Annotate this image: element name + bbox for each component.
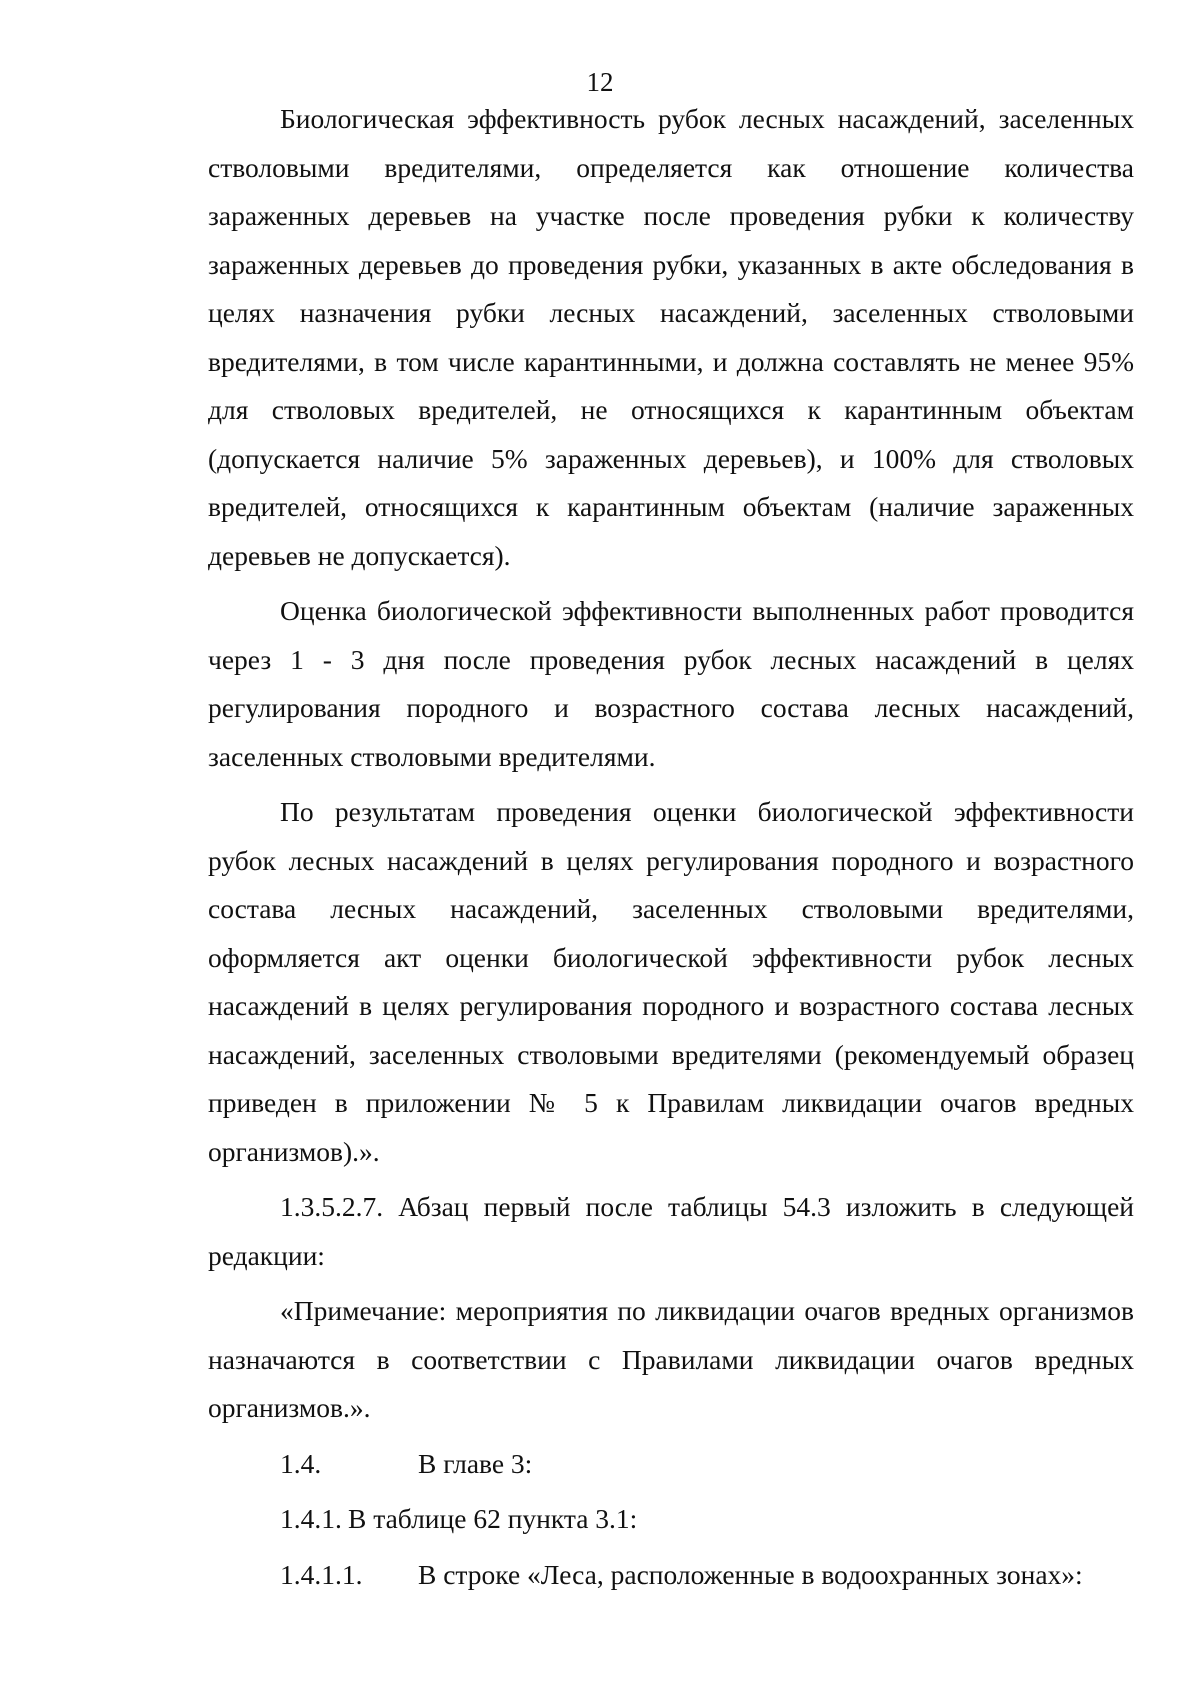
paragraph-amendment-1-3-5-2-7: 1.3.5.2.7. Абзац первый после таблицы 54.3 изложить в следующей редакции: (208, 1191, 1134, 1271)
paragraph-note: «Примечание: мероприятия по ликвидации очагов вредных организмов назначаются в соответствии с Правилами ликвидации очагов вредных организмов.». (208, 1295, 1134, 1423)
paragraph-biological-efficiency: Биологическая эффективность рубок лесных насаждений, заселенных стволовыми вредителями, определяется как отношение количества зараженных деревьев на участке после проведения рубки к количеству зараженных деревьев до проведения рубки, указанных в акте обследования в целях назначения рубки лесных насаждений, заселенных стволовыми вредителями, в том числе карантинными, и должна составлять не менее 95% для стволовых вредителей, не относящихся к карантинным объектам (допускается наличие 5% зараженных деревьев), и 100% для стволовых вредителей, относящихся к карантинным объектам (наличие зараженных деревьев не допускается). (208, 103, 1134, 571)
item-text: В строке «Леса, расположенные в водоохранных зонах»: (418, 1558, 1083, 1590)
list-item (280, 1495, 1134, 1544)
page-number: 12 (586, 67, 614, 97)
paragraph-assessment-timing: Оценка биологической эффективности выполненных работ проводится через 1 - 3 дня после проведения рубок лесных насаждений в целях регулирования породного и возрастного состава лесных насаждений, заселенных стволовыми вредителями. (208, 595, 1134, 772)
item-number: 1.4.1.1. (280, 1558, 363, 1590)
list-item (280, 1551, 1134, 1600)
item-text: В таблице 62 пункта 3.1: (348, 1503, 638, 1534)
paragraph-assessment-act: По результатам проведения оценки биологической эффективности рубок лесных насаждений в целях регулирования породного и возрастного состава лесных насаждений, заселенных стволовыми вредителями, оформляется акт оценки биологической эффективности рубок лесных насаждений в целях регулирования породного и возрастного состава лесных насаждений, заселенных стволовыми вредителями (рекомендуемый образец приведен в приложении № 5 к Правилам ликвидации очагов вредных организмов).». (208, 796, 1134, 1167)
document-body (208, 95, 1134, 1606)
item-text: В главе 3: (418, 1447, 533, 1479)
item-number: 1.4. (280, 1447, 322, 1479)
item-number: 1.4.1. (280, 1503, 342, 1534)
list-item (280, 1440, 1134, 1489)
